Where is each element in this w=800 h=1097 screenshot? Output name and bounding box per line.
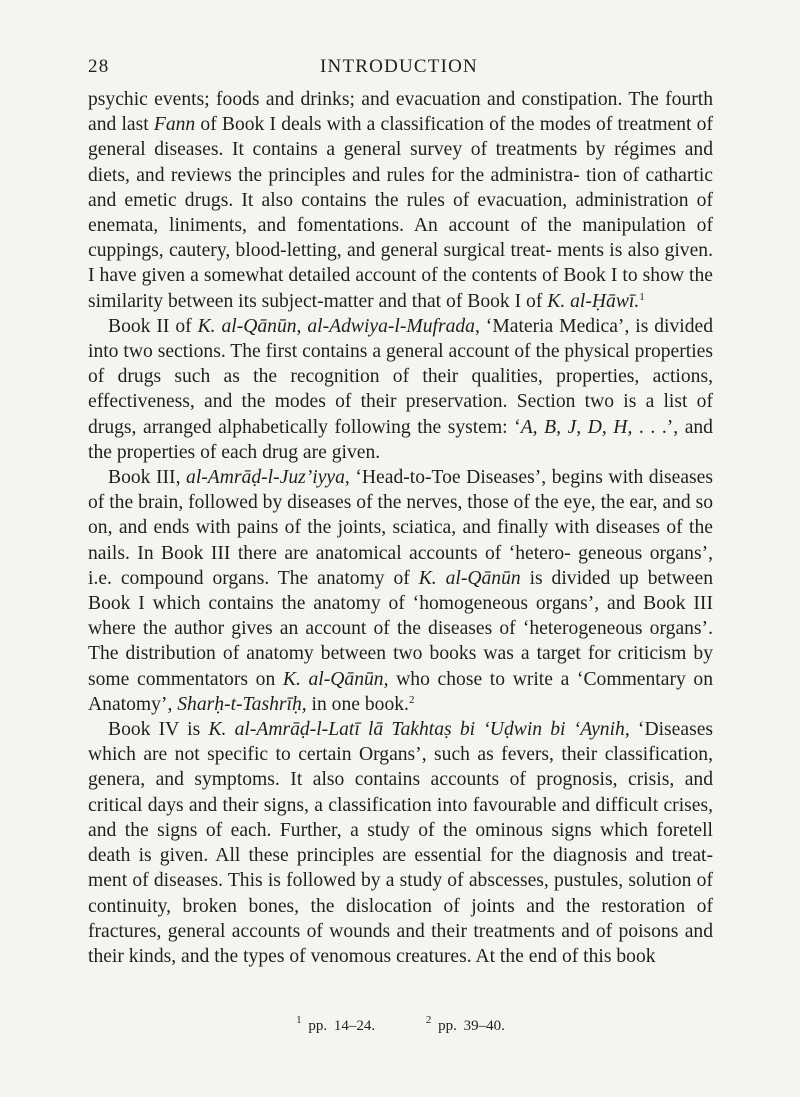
text-run: in one book. bbox=[306, 693, 409, 715]
text-run: ‘Materia Medica’, is divided into two sections. The first contains a general account of the physical properties of drugs such as the recognition of their qualities, properties, actions, effectiveness, and the modes of their preservation. Section two is a list of drugs, arranged alphabetically following the system: ‘ bbox=[88, 315, 714, 438]
paragraph-book-one-end bbox=[88, 87, 713, 314]
page-number: 28 bbox=[88, 56, 110, 77]
text-run: psychic events; foods and drinks; and evacuation and constipation. The fourth and last bbox=[88, 89, 713, 136]
text-run: is divided up between Book I which contains the anatomy of ‘homogeneous organs’, and Book III where the author gives an account of the diseases of ‘heterogeneous organs’. The distribution of anatomy between two books was a target for criticism by some commentators on bbox=[88, 567, 713, 690]
text-run: Book III, bbox=[108, 467, 187, 489]
footnote-2 bbox=[425, 1014, 505, 1034]
paragraph-book-three bbox=[88, 465, 713, 717]
paragraph-book-four bbox=[88, 717, 713, 969]
italic-title: al-Amrāḍ-l-Juz’iyya, bbox=[186, 467, 350, 489]
italic-title: K. al-Ḥāwī. bbox=[547, 290, 640, 312]
footnote-mark: 1 bbox=[296, 1014, 302, 1026]
footnote-text: pp. 14–24. bbox=[308, 1018, 376, 1034]
footnote-ref: 1 bbox=[639, 290, 645, 303]
body-text bbox=[88, 87, 713, 969]
footnote-text: pp. 39–40. bbox=[438, 1018, 505, 1034]
footnote-1 bbox=[296, 1014, 376, 1034]
italic-title: K. al-Amrāḍ-l-Latī lā Takhtaṣ bi ‘Uḍwin bi ‘Aynih, bbox=[208, 719, 630, 741]
italic-title: Sharḥ-t-Tashrīḥ, bbox=[177, 693, 307, 715]
text-run: ‘Head-to-Toe Diseases’, begins with diseases of the brain, followed by diseases of the nerves, those of the eye, the ear, and so on, and ends with pains of the joints, sciatica, and finally with diseases of the nails. In Book III there are anatomical accounts of ‘hetero- geneous organs’, i.e. compound organs. The anatomy of bbox=[88, 467, 714, 589]
italic-title: K. al-Qānūn bbox=[418, 567, 521, 589]
footnote-ref: 2 bbox=[408, 693, 415, 706]
footnote-mark: 2 bbox=[425, 1014, 432, 1026]
text-run: . . .’, and the properties of each drug are given. bbox=[88, 416, 713, 463]
paragraph-book-two bbox=[88, 314, 713, 465]
italic-letters: A, B, J, D, H, bbox=[520, 416, 633, 438]
footnotes bbox=[88, 1014, 713, 1035]
text-run: Book IV is bbox=[108, 719, 209, 741]
text-run: of Book I deals with a classification of the modes of treatment of general diseases. It contains a general survey of treatments by régimes and diets, and reviews the principles and rules for the administra- tion of cathartic and emetic drugs. It also contains the rules of evacuation, administration of enemata, liniments, and fomentations. An account of the manipulation of cuppings, cautery, blood-letting, and general surgical treat- ments is also given. I have given a somewhat detailed account of the contents of Book I to show the similarity between its subject-matter and that of Book I of bbox=[88, 114, 713, 312]
text-run: Book II of bbox=[108, 315, 198, 337]
page-header bbox=[88, 56, 710, 82]
italic-term: Fann bbox=[153, 114, 196, 136]
italic-title: K. al-Qānūn, al-Adwiya-l-Mufrada, bbox=[197, 315, 480, 337]
text-run: who chose to write a ‘Commentary on Anatomy’, bbox=[88, 668, 713, 715]
running-head: INTRODUCTION bbox=[320, 56, 478, 77]
text-run: ‘Diseases which are not specific to certain Organs’, such as fevers, their classification, genera, and symptoms. It also contains accounts of prognosis, crisis, and critical days and their signs, a classification into favourable and difficult crises, and the signs of each. Further, a study of the ominous signs which foretell death is given. All these principles are essential for the diagnosis and treat- ment of diseases. This is followed by a study of abscesses, pustules, solution of continuity, broken bones, the dislocation of joints and the restoration of fractures, general accounts of wounds and their treatments and of poisons and their kinds, and the types of venomous creatures. At the end of this book bbox=[88, 719, 714, 967]
italic-title: K. al-Qānūn, bbox=[282, 668, 389, 690]
